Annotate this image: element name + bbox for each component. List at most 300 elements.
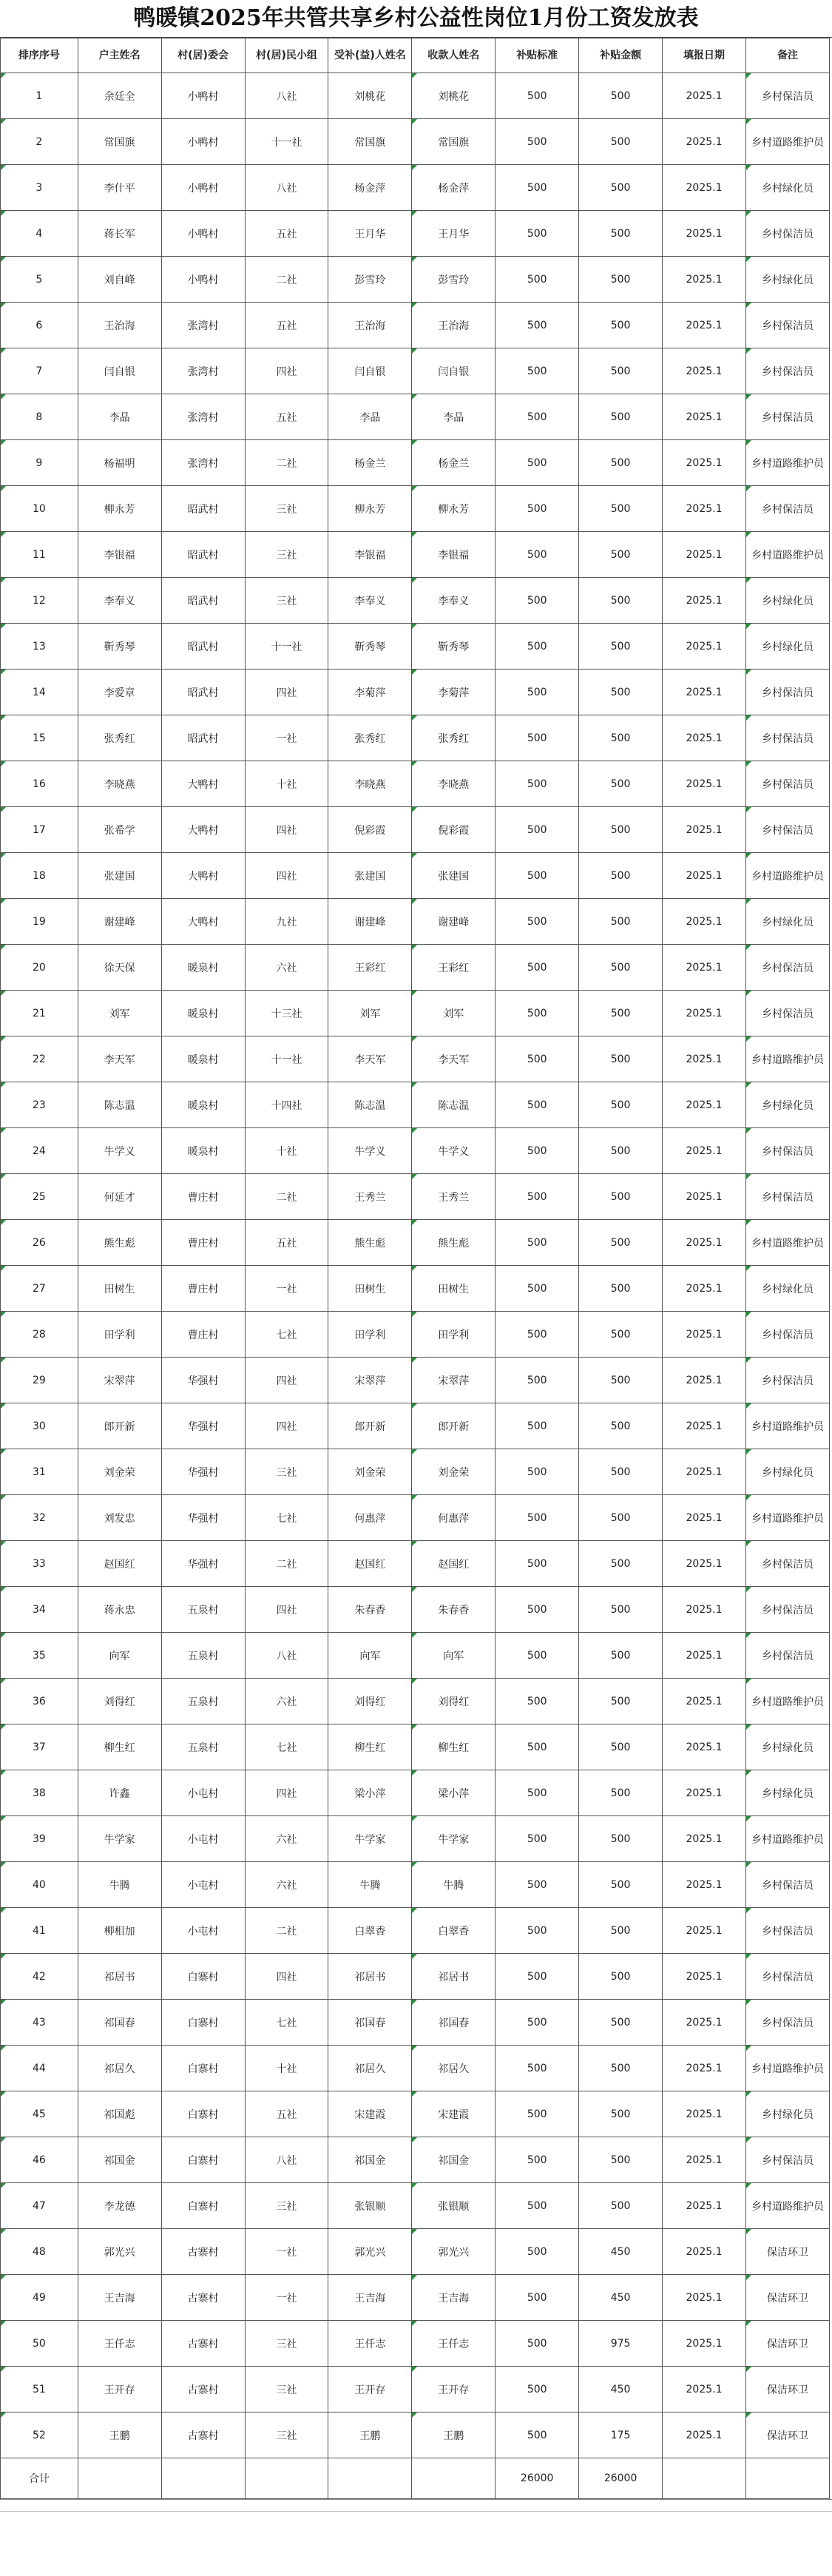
- cell-village-committee[interactable]: 曹庄村: [161, 1174, 245, 1220]
- cell-payee[interactable]: 郎开新: [412, 1403, 496, 1449]
- cell-remark[interactable]: 乡村绿化员: [745, 1724, 829, 1770]
- cell-fill-date[interactable]: 2025.1: [663, 348, 746, 394]
- cell-subsidy-amount[interactable]: 500: [579, 1679, 663, 1724]
- cell-household-head[interactable]: 王仟志: [78, 2321, 161, 2367]
- cell-household-head[interactable]: 赵国红: [78, 1541, 161, 1587]
- cell-subsidy-amount[interactable]: 175: [579, 2413, 663, 2458]
- cell-subsidy-standard[interactable]: 500: [496, 1266, 579, 1312]
- cell-beneficiary[interactable]: 陈志温: [328, 1082, 412, 1128]
- cell-serial[interactable]: 25: [1, 1174, 78, 1220]
- cell-serial[interactable]: 48: [1, 2229, 78, 2275]
- cell-village-committee[interactable]: 暖泉村: [161, 945, 245, 991]
- cell-payee[interactable]: 赵国红: [412, 1541, 496, 1587]
- cell-beneficiary[interactable]: 刘金荣: [328, 1449, 412, 1495]
- cell-household-head[interactable]: 祁国金: [78, 2137, 161, 2183]
- cell-village-group[interactable]: 七社: [245, 1724, 328, 1770]
- cell-subsidy-amount[interactable]: 500: [579, 303, 663, 348]
- cell-village-group[interactable]: 六社: [245, 945, 328, 991]
- cell-village-committee[interactable]: 小屯村: [161, 1908, 245, 1954]
- cell-serial[interactable]: 32: [1, 1495, 78, 1541]
- cell-fill-date[interactable]: 2025.1: [663, 2183, 746, 2229]
- cell-serial[interactable]: 21: [1, 991, 78, 1036]
- cell-village-committee[interactable]: 五泉村: [161, 1633, 245, 1679]
- cell-fill-date[interactable]: 2025.1: [663, 1312, 746, 1358]
- cell-payee[interactable]: 李银福: [412, 532, 496, 578]
- cell-beneficiary[interactable]: 王仟志: [328, 2321, 412, 2367]
- cell-fill-date[interactable]: 2025.1: [663, 165, 746, 211]
- cell-serial[interactable]: 16: [1, 761, 78, 807]
- cell-remark[interactable]: 乡村保洁员: [745, 394, 829, 440]
- cell-beneficiary[interactable]: 杨金萍: [328, 165, 412, 211]
- cell-subsidy-amount[interactable]: 500: [579, 1954, 663, 2000]
- cell-remark[interactable]: 乡村保洁员: [745, 1633, 829, 1679]
- cell-subsidy-standard[interactable]: 500: [496, 1449, 579, 1495]
- cell-village-committee[interactable]: 昭武村: [161, 670, 245, 715]
- cell-subsidy-amount[interactable]: 500: [579, 715, 663, 761]
- cell-beneficiary[interactable]: 闫自银: [328, 348, 412, 394]
- cell-beneficiary[interactable]: 牛学义: [328, 1128, 412, 1174]
- cell-household-head[interactable]: 向军: [78, 1633, 161, 1679]
- cell-village-committee[interactable]: 小鸭村: [161, 119, 245, 165]
- cell-serial[interactable]: 27: [1, 1266, 78, 1312]
- cell-village-group[interactable]: 四社: [245, 670, 328, 715]
- cell-fill-date[interactable]: 2025.1: [663, 1358, 746, 1403]
- cell-payee[interactable]: 张秀红: [412, 715, 496, 761]
- cell-subsidy-standard[interactable]: 500: [496, 2137, 579, 2183]
- cell-fill-date[interactable]: 2025.1: [663, 761, 746, 807]
- cell-remark[interactable]: 乡村保洁员: [745, 1908, 829, 1954]
- cell-remark[interactable]: 乡村保洁员: [745, 73, 829, 119]
- cell-village-group[interactable]: 五社: [245, 1220, 328, 1266]
- cell-payee[interactable]: 祁国春: [412, 2000, 496, 2046]
- cell-household-head[interactable]: 李银福: [78, 532, 161, 578]
- cell-subsidy-amount[interactable]: 500: [579, 2137, 663, 2183]
- cell-beneficiary[interactable]: 彭雪玲: [328, 257, 412, 303]
- cell-beneficiary[interactable]: 倪彩霞: [328, 807, 412, 853]
- cell-remark[interactable]: 乡村保洁员: [745, 1541, 829, 1587]
- header-village-group[interactable]: 村(居)民小组: [245, 38, 328, 73]
- cell-payee[interactable]: 杨金兰: [412, 440, 496, 486]
- cell-beneficiary[interactable]: 刘军: [328, 991, 412, 1036]
- cell-remark[interactable]: 保洁环卫: [745, 2413, 829, 2458]
- cell-payee[interactable]: 白翠香: [412, 1908, 496, 1954]
- cell-subsidy-standard[interactable]: 500: [496, 2091, 579, 2137]
- cell-subsidy-standard[interactable]: 500: [496, 1495, 579, 1541]
- cell-household-head[interactable]: 谢建峰: [78, 899, 161, 945]
- cell-payee[interactable]: 王秀兰: [412, 1174, 496, 1220]
- cell-payee[interactable]: 宋建霞: [412, 2091, 496, 2137]
- cell-fill-date[interactable]: 2025.1: [663, 1679, 746, 1724]
- cell-payee[interactable]: 熊生彪: [412, 1220, 496, 1266]
- cell-household-head[interactable]: 李爱章: [78, 670, 161, 715]
- cell-payee[interactable]: 田学利: [412, 1312, 496, 1358]
- cell-fill-date[interactable]: 2025.1: [663, 1816, 746, 1862]
- cell-household-head[interactable]: 王鹏: [78, 2413, 161, 2458]
- cell-remark[interactable]: 乡村保洁员: [745, 2000, 829, 2046]
- cell-subsidy-standard[interactable]: 500: [496, 1403, 579, 1449]
- cell-serial[interactable]: 42: [1, 1954, 78, 2000]
- cell-payee[interactable]: 刘金荣: [412, 1449, 496, 1495]
- cell-subsidy-standard[interactable]: 500: [496, 715, 579, 761]
- totals-empty-cell[interactable]: [412, 2458, 496, 2499]
- cell-fill-date[interactable]: 2025.1: [663, 1541, 746, 1587]
- cell-beneficiary[interactable]: 田学利: [328, 1312, 412, 1358]
- cell-village-committee[interactable]: 曹庄村: [161, 1220, 245, 1266]
- cell-beneficiary[interactable]: 常国旗: [328, 119, 412, 165]
- cell-household-head[interactable]: 柳生红: [78, 1724, 161, 1770]
- cell-household-head[interactable]: 杨福明: [78, 440, 161, 486]
- cell-subsidy-standard[interactable]: 500: [496, 1724, 579, 1770]
- cell-village-group[interactable]: 八社: [245, 165, 328, 211]
- cell-village-committee[interactable]: 小鸭村: [161, 73, 245, 119]
- cell-subsidy-amount[interactable]: 500: [579, 1724, 663, 1770]
- cell-beneficiary[interactable]: 熊生彪: [328, 1220, 412, 1266]
- cell-subsidy-standard[interactable]: 500: [496, 1954, 579, 2000]
- cell-subsidy-amount[interactable]: 500: [579, 945, 663, 991]
- cell-subsidy-amount[interactable]: 500: [579, 1587, 663, 1633]
- cell-village-committee[interactable]: 张湾村: [161, 394, 245, 440]
- cell-household-head[interactable]: 李什平: [78, 165, 161, 211]
- cell-remark[interactable]: 保洁环卫: [745, 2367, 829, 2413]
- cell-fill-date[interactable]: 2025.1: [663, 899, 746, 945]
- cell-village-group[interactable]: 五社: [245, 394, 328, 440]
- cell-beneficiary[interactable]: 宋建霞: [328, 2091, 412, 2137]
- cell-fill-date[interactable]: 2025.1: [663, 1954, 746, 2000]
- cell-household-head[interactable]: 徐天保: [78, 945, 161, 991]
- cell-beneficiary[interactable]: 宋翠萍: [328, 1358, 412, 1403]
- cell-remark[interactable]: 保洁环卫: [745, 2229, 829, 2275]
- cell-payee[interactable]: 田树生: [412, 1266, 496, 1312]
- cell-fill-date[interactable]: 2025.1: [663, 945, 746, 991]
- cell-subsidy-standard[interactable]: 500: [496, 440, 579, 486]
- cell-subsidy-standard[interactable]: 500: [496, 119, 579, 165]
- cell-subsidy-amount[interactable]: 500: [579, 1266, 663, 1312]
- cell-remark[interactable]: 乡村保洁员: [745, 1862, 829, 1908]
- cell-beneficiary[interactable]: 靳秀琴: [328, 624, 412, 670]
- cell-serial[interactable]: 46: [1, 2137, 78, 2183]
- cell-village-group[interactable]: 十社: [245, 2046, 328, 2091]
- cell-payee[interactable]: 祁居久: [412, 2046, 496, 2091]
- cell-subsidy-amount[interactable]: 500: [579, 1541, 663, 1587]
- cell-beneficiary[interactable]: 赵国红: [328, 1541, 412, 1587]
- cell-household-head[interactable]: 田树生: [78, 1266, 161, 1312]
- cell-village-committee[interactable]: 小鸭村: [161, 165, 245, 211]
- cell-beneficiary[interactable]: 祁国金: [328, 2137, 412, 2183]
- cell-village-group[interactable]: 四社: [245, 807, 328, 853]
- cell-fill-date[interactable]: 2025.1: [663, 1036, 746, 1082]
- cell-subsidy-standard[interactable]: 500: [496, 1862, 579, 1908]
- cell-subsidy-standard[interactable]: 500: [496, 1541, 579, 1587]
- cell-village-group[interactable]: 四社: [245, 348, 328, 394]
- cell-payee[interactable]: 牛学义: [412, 1128, 496, 1174]
- cell-remark[interactable]: 乡村保洁员: [745, 807, 829, 853]
- header-remark[interactable]: 备注: [745, 38, 829, 73]
- cell-subsidy-amount[interactable]: 500: [579, 991, 663, 1036]
- cell-village-committee[interactable]: 古寨村: [161, 2229, 245, 2275]
- header-village-committee[interactable]: 村(居)委会: [161, 38, 245, 73]
- cell-serial[interactable]: 43: [1, 2000, 78, 2046]
- cell-subsidy-standard[interactable]: 500: [496, 2183, 579, 2229]
- cell-village-group[interactable]: 十三社: [245, 991, 328, 1036]
- cell-serial[interactable]: 8: [1, 394, 78, 440]
- header-household-head[interactable]: 户主姓名: [78, 38, 161, 73]
- cell-beneficiary[interactable]: 白翠香: [328, 1908, 412, 1954]
- cell-village-group[interactable]: 十四社: [245, 1082, 328, 1128]
- cell-subsidy-amount[interactable]: 500: [579, 1403, 663, 1449]
- cell-remark[interactable]: 乡村道路维护员: [745, 440, 829, 486]
- cell-payee[interactable]: 宋翠萍: [412, 1358, 496, 1403]
- cell-beneficiary[interactable]: 田树生: [328, 1266, 412, 1312]
- cell-remark[interactable]: 乡村绿化员: [745, 578, 829, 624]
- cell-village-group[interactable]: 六社: [245, 1816, 328, 1862]
- cell-village-group[interactable]: 三社: [245, 486, 328, 532]
- cell-village-group[interactable]: 七社: [245, 1495, 328, 1541]
- cell-household-head[interactable]: 刘军: [78, 991, 161, 1036]
- cell-subsidy-standard[interactable]: 500: [496, 761, 579, 807]
- cell-village-committee[interactable]: 小屯村: [161, 1770, 245, 1816]
- cell-subsidy-amount[interactable]: 500: [579, 394, 663, 440]
- cell-subsidy-standard[interactable]: 500: [496, 532, 579, 578]
- cell-household-head[interactable]: 李龙德: [78, 2183, 161, 2229]
- cell-fill-date[interactable]: 2025.1: [663, 1220, 746, 1266]
- cell-subsidy-amount[interactable]: 500: [579, 73, 663, 119]
- cell-village-committee[interactable]: 昭武村: [161, 578, 245, 624]
- cell-subsidy-standard[interactable]: 500: [496, 1036, 579, 1082]
- cell-remark[interactable]: 乡村保洁员: [745, 486, 829, 532]
- cell-remark[interactable]: 乡村保洁员: [745, 1312, 829, 1358]
- cell-payee[interactable]: 王月华: [412, 211, 496, 257]
- cell-household-head[interactable]: 陈志温: [78, 1082, 161, 1128]
- cell-serial[interactable]: 49: [1, 2275, 78, 2321]
- cell-subsidy-standard[interactable]: 500: [496, 578, 579, 624]
- cell-beneficiary[interactable]: 张建国: [328, 853, 412, 899]
- cell-fill-date[interactable]: 2025.1: [663, 1770, 746, 1816]
- cell-beneficiary[interactable]: 王月华: [328, 211, 412, 257]
- cell-subsidy-amount[interactable]: 500: [579, 1036, 663, 1082]
- cell-payee[interactable]: 向军: [412, 1633, 496, 1679]
- cell-subsidy-standard[interactable]: 500: [496, 2229, 579, 2275]
- cell-fill-date[interactable]: 2025.1: [663, 1082, 746, 1128]
- cell-beneficiary[interactable]: 朱春香: [328, 1587, 412, 1633]
- cell-subsidy-standard[interactable]: 500: [496, 807, 579, 853]
- cell-subsidy-amount[interactable]: 500: [579, 1174, 663, 1220]
- cell-household-head[interactable]: 余廷全: [78, 73, 161, 119]
- cell-serial[interactable]: 23: [1, 1082, 78, 1128]
- cell-household-head[interactable]: 熊生彪: [78, 1220, 161, 1266]
- cell-household-head[interactable]: 牛学家: [78, 1816, 161, 1862]
- cell-fill-date[interactable]: 2025.1: [663, 532, 746, 578]
- cell-village-committee[interactable]: 古寨村: [161, 2367, 245, 2413]
- cell-serial[interactable]: 31: [1, 1449, 78, 1495]
- cell-village-committee[interactable]: 华强村: [161, 1541, 245, 1587]
- cell-subsidy-amount[interactable]: 500: [579, 2000, 663, 2046]
- cell-payee[interactable]: 祁居书: [412, 1954, 496, 2000]
- cell-serial[interactable]: 17: [1, 807, 78, 853]
- cell-remark[interactable]: 乡村绿化员: [745, 1770, 829, 1816]
- cell-remark[interactable]: 乡村道路维护员: [745, 1036, 829, 1082]
- cell-village-group[interactable]: 三社: [245, 2367, 328, 2413]
- cell-household-head[interactable]: 蒋长军: [78, 211, 161, 257]
- cell-subsidy-amount[interactable]: 500: [579, 624, 663, 670]
- cell-payee[interactable]: 王吉海: [412, 2275, 496, 2321]
- cell-beneficiary[interactable]: 郎开新: [328, 1403, 412, 1449]
- cell-fill-date[interactable]: 2025.1: [663, 2321, 746, 2367]
- cell-serial[interactable]: 3: [1, 165, 78, 211]
- cell-fill-date[interactable]: 2025.1: [663, 1908, 746, 1954]
- cell-fill-date[interactable]: 2025.1: [663, 1403, 746, 1449]
- cell-subsidy-standard[interactable]: 500: [496, 165, 579, 211]
- cell-subsidy-standard[interactable]: 500: [496, 348, 579, 394]
- cell-village-committee[interactable]: 小鸭村: [161, 211, 245, 257]
- cell-payee[interactable]: 张建国: [412, 853, 496, 899]
- cell-subsidy-amount[interactable]: 500: [579, 1633, 663, 1679]
- cell-serial[interactable]: 51: [1, 2367, 78, 2413]
- cell-subsidy-amount[interactable]: 500: [579, 2091, 663, 2137]
- cell-household-head[interactable]: 常国旗: [78, 119, 161, 165]
- cell-beneficiary[interactable]: 王吉海: [328, 2275, 412, 2321]
- cell-subsidy-standard[interactable]: 500: [496, 2046, 579, 2091]
- cell-subsidy-amount[interactable]: 500: [579, 532, 663, 578]
- cell-fill-date[interactable]: 2025.1: [663, 2413, 746, 2458]
- cell-subsidy-amount[interactable]: 500: [579, 1312, 663, 1358]
- cell-village-group[interactable]: 三社: [245, 2321, 328, 2367]
- cell-fill-date[interactable]: 2025.1: [663, 715, 746, 761]
- cell-village-committee[interactable]: 白寨村: [161, 2183, 245, 2229]
- cell-household-head[interactable]: 郭光兴: [78, 2229, 161, 2275]
- cell-subsidy-standard[interactable]: 500: [496, 1633, 579, 1679]
- cell-village-committee[interactable]: 白寨村: [161, 1954, 245, 2000]
- cell-beneficiary[interactable]: 杨金兰: [328, 440, 412, 486]
- cell-subsidy-amount[interactable]: 500: [579, 1128, 663, 1174]
- cell-household-head[interactable]: 蒋永忠: [78, 1587, 161, 1633]
- cell-remark[interactable]: 乡村道路维护员: [745, 1816, 829, 1862]
- cell-beneficiary[interactable]: 李奉义: [328, 578, 412, 624]
- cell-village-committee[interactable]: 曹庄村: [161, 1312, 245, 1358]
- totals-empty-cell[interactable]: [78, 2458, 161, 2499]
- cell-payee[interactable]: 彭雪玲: [412, 257, 496, 303]
- totals-empty-cell[interactable]: [161, 2458, 245, 2499]
- cell-remark[interactable]: 乡村保洁员: [745, 1128, 829, 1174]
- cell-beneficiary[interactable]: 李菊萍: [328, 670, 412, 715]
- cell-subsidy-amount[interactable]: 500: [579, 257, 663, 303]
- cell-household-head[interactable]: 郎开新: [78, 1403, 161, 1449]
- totals-empty-cell[interactable]: [245, 2458, 328, 2499]
- cell-subsidy-amount[interactable]: 500: [579, 1449, 663, 1495]
- cell-payee[interactable]: 王治海: [412, 303, 496, 348]
- cell-village-group[interactable]: 七社: [245, 2000, 328, 2046]
- cell-fill-date[interactable]: 2025.1: [663, 2229, 746, 2275]
- totals-empty-cell[interactable]: [663, 2458, 746, 2499]
- cell-household-head[interactable]: 张秀红: [78, 715, 161, 761]
- cell-beneficiary[interactable]: 向军: [328, 1633, 412, 1679]
- cell-fill-date[interactable]: 2025.1: [663, 853, 746, 899]
- cell-village-committee[interactable]: 古寨村: [161, 2275, 245, 2321]
- cell-village-group[interactable]: 四社: [245, 853, 328, 899]
- cell-village-committee[interactable]: 白寨村: [161, 2046, 245, 2091]
- cell-subsidy-amount[interactable]: 500: [579, 1908, 663, 1954]
- cell-payee[interactable]: 倪彩霞: [412, 807, 496, 853]
- cell-serial[interactable]: 38: [1, 1770, 78, 1816]
- cell-household-head[interactable]: 刘金荣: [78, 1449, 161, 1495]
- cell-subsidy-standard[interactable]: 500: [496, 257, 579, 303]
- cell-village-group[interactable]: 十一社: [245, 1036, 328, 1082]
- cell-village-committee[interactable]: 张湾村: [161, 348, 245, 394]
- cell-payee[interactable]: 牛腾: [412, 1862, 496, 1908]
- cell-fill-date[interactable]: 2025.1: [663, 2000, 746, 2046]
- cell-village-committee[interactable]: 华强村: [161, 1403, 245, 1449]
- cell-household-head[interactable]: 王开存: [78, 2367, 161, 2413]
- cell-fill-date[interactable]: 2025.1: [663, 486, 746, 532]
- cell-serial[interactable]: 36: [1, 1679, 78, 1724]
- cell-subsidy-amount[interactable]: 500: [579, 486, 663, 532]
- cell-subsidy-amount[interactable]: 450: [579, 2229, 663, 2275]
- cell-payee[interactable]: 李菊萍: [412, 670, 496, 715]
- cell-serial[interactable]: 6: [1, 303, 78, 348]
- cell-village-group[interactable]: 三社: [245, 578, 328, 624]
- cell-payee[interactable]: 王仟志: [412, 2321, 496, 2367]
- cell-subsidy-amount[interactable]: 500: [579, 853, 663, 899]
- cell-village-group[interactable]: 四社: [245, 1954, 328, 2000]
- cell-household-head[interactable]: 王吉海: [78, 2275, 161, 2321]
- cell-subsidy-amount[interactable]: 500: [579, 119, 663, 165]
- cell-remark[interactable]: 乡村绿化员: [745, 1082, 829, 1128]
- cell-household-head[interactable]: 靳秀琴: [78, 624, 161, 670]
- cell-subsidy-standard[interactable]: 500: [496, 624, 579, 670]
- cell-subsidy-standard[interactable]: 500: [496, 1908, 579, 1954]
- cell-payee[interactable]: 王鹏: [412, 2413, 496, 2458]
- cell-payee[interactable]: 刘桃花: [412, 73, 496, 119]
- cell-fill-date[interactable]: 2025.1: [663, 1633, 746, 1679]
- cell-remark[interactable]: 乡村道路维护员: [745, 1679, 829, 1724]
- cell-household-head[interactable]: 祁国彪: [78, 2091, 161, 2137]
- cell-village-committee[interactable]: 张湾村: [161, 303, 245, 348]
- cell-beneficiary[interactable]: 李天军: [328, 1036, 412, 1082]
- cell-beneficiary[interactable]: 牛腾: [328, 1862, 412, 1908]
- cell-fill-date[interactable]: 2025.1: [663, 2091, 746, 2137]
- totals-amount[interactable]: 26000: [579, 2458, 663, 2499]
- cell-village-group[interactable]: 八社: [245, 1633, 328, 1679]
- cell-subsidy-standard[interactable]: 500: [496, 1587, 579, 1633]
- cell-subsidy-standard[interactable]: 500: [496, 2413, 579, 2458]
- cell-village-group[interactable]: 四社: [245, 1358, 328, 1403]
- cell-beneficiary[interactable]: 王治海: [328, 303, 412, 348]
- cell-village-committee[interactable]: 暖泉村: [161, 1036, 245, 1082]
- header-subsidy-amount[interactable]: 补贴金额: [579, 38, 663, 73]
- cell-village-committee[interactable]: 昭武村: [161, 624, 245, 670]
- cell-remark[interactable]: 乡村道路维护员: [745, 1220, 829, 1266]
- cell-payee[interactable]: 牛学家: [412, 1816, 496, 1862]
- cell-village-group[interactable]: 十一社: [245, 624, 328, 670]
- cell-payee[interactable]: 靳秀琴: [412, 624, 496, 670]
- cell-beneficiary[interactable]: 牛学家: [328, 1816, 412, 1862]
- cell-beneficiary[interactable]: 刘桃花: [328, 73, 412, 119]
- cell-household-head[interactable]: 田学利: [78, 1312, 161, 1358]
- cell-village-committee[interactable]: 小鸭村: [161, 257, 245, 303]
- cell-subsidy-standard[interactable]: 500: [496, 2275, 579, 2321]
- cell-subsidy-standard[interactable]: 500: [496, 1082, 579, 1128]
- cell-serial[interactable]: 26: [1, 1220, 78, 1266]
- cell-household-head[interactable]: 王治海: [78, 303, 161, 348]
- cell-beneficiary[interactable]: 王彩红: [328, 945, 412, 991]
- cell-serial[interactable]: 10: [1, 486, 78, 532]
- cell-remark[interactable]: 乡村保洁员: [745, 303, 829, 348]
- cell-village-committee[interactable]: 大鸭村: [161, 761, 245, 807]
- totals-standard[interactable]: 26000: [496, 2458, 579, 2499]
- cell-household-head[interactable]: 李晓燕: [78, 761, 161, 807]
- cell-serial[interactable]: 2: [1, 119, 78, 165]
- cell-village-committee[interactable]: 白寨村: [161, 2000, 245, 2046]
- cell-payee[interactable]: 陈志温: [412, 1082, 496, 1128]
